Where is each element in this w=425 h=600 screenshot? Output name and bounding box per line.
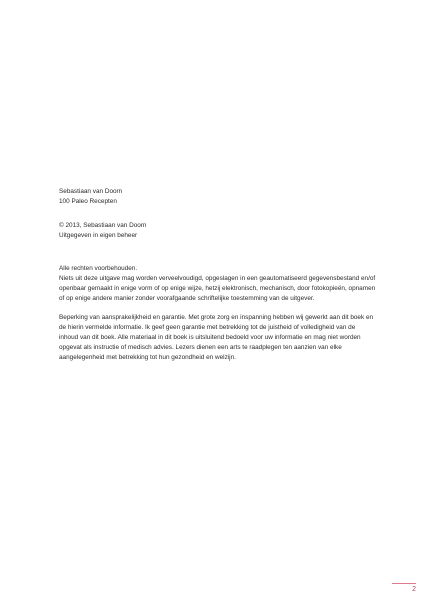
disclaimer-line: aangelegenheid met betrekking tot hun gezondheid en welzijn. <box>59 354 236 361</box>
disclaimer-line: inhoud van dit boek. Alle materiaal in dit boek is uitsluitend bedoeld voor uw informatie en mag niet worden <box>59 334 361 341</box>
book-title: 100 Paleo Recepten <box>59 198 117 205</box>
rights-line: Niets uit deze uitgave mag worden verveelvoudigd, opgeslagen in een geautomatiseerd gegevensbestand en/of <box>59 275 376 282</box>
disclaimer-line: de hierin vermelde informatie. Ik geef geen garantie met betrekking tot de juistheid of volledigheid van de <box>59 324 356 331</box>
rights-line: Alle rechten voorbehouden. <box>59 265 138 272</box>
rights-line: openbaar gemaakt in enige vorm of op enige wijze, hetzij elektronisch, mechanisch, door fotokopieën, opnamen <box>59 285 376 292</box>
rights-paragraph <box>59 264 379 304</box>
footer-rule <box>392 583 416 584</box>
copyright-notice: © 2013, Sebastiaan van Doorn <box>59 222 147 229</box>
author-block <box>59 187 379 207</box>
publisher-note: Uitgegeven in eigen beheer <box>59 232 138 239</box>
disclaimer-line: opgevat als instructie of medisch advies. Lezers dienen een arts te raadplegen ten aanzien van elke <box>59 344 342 351</box>
copyright-block <box>59 221 379 241</box>
author-name: Sebastiaan van Doorn <box>59 188 123 195</box>
page-number: 2 <box>412 586 416 593</box>
disclaimer-line: Beperking van aansprakelijkheid en garantie. Met grote zorg en inspanning hebben wij gewerkt aan dit boek en <box>59 314 374 321</box>
disclaimer-paragraph <box>59 313 379 363</box>
rights-line: of op enige andere manier zonder voorafgaande schriftelijke toestemming van de uitgever. <box>59 295 315 302</box>
